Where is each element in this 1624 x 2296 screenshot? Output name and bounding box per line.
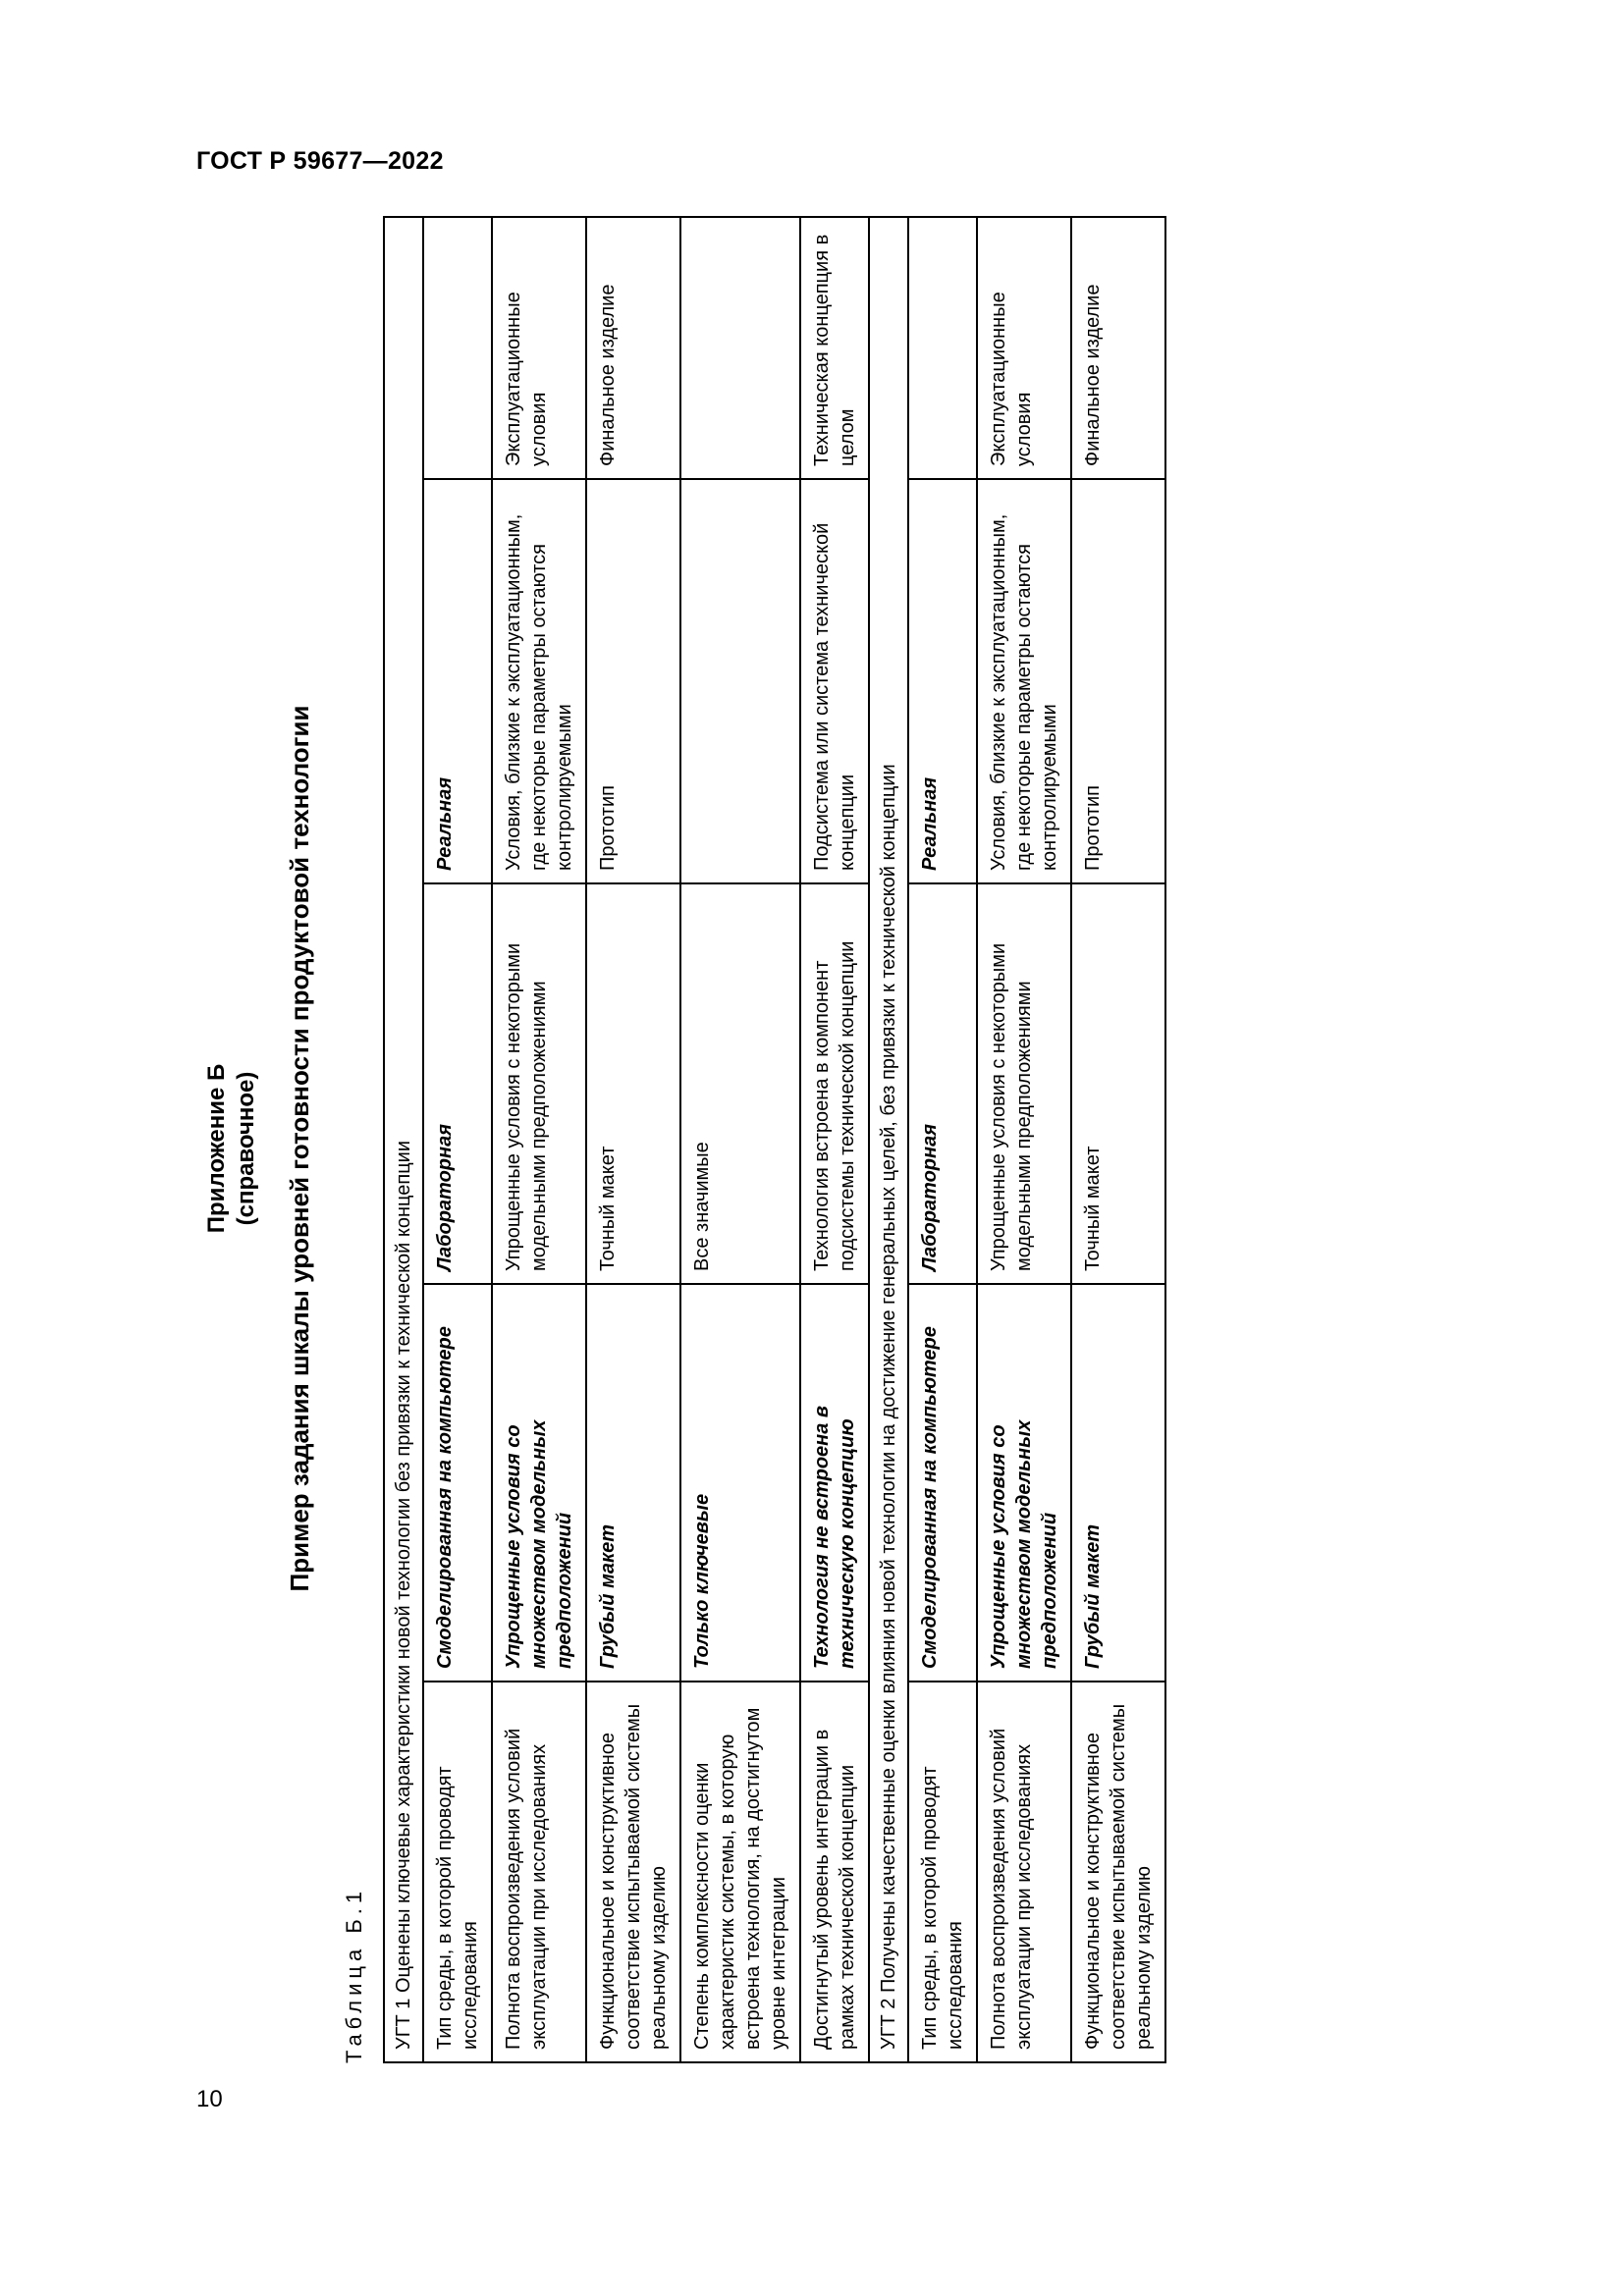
table-row <box>908 217 977 2062</box>
level-cell: Финальное изделие <box>1071 217 1165 479</box>
level-cell: Реальная <box>908 479 977 883</box>
level-cell <box>423 217 492 479</box>
section-title: УГТ 1 Оценены ключевые характеристики новой технологии без привязки к технической концепции <box>384 217 423 2062</box>
section-title: УГТ 2 Получены качественные оценки влияния новой технологии на достижение генеральных целей, без привязки к технической концепции <box>869 217 908 2062</box>
table-row <box>680 217 800 2062</box>
table-caption: Таблица Б.1 <box>342 1886 366 2063</box>
section-row <box>869 217 908 2062</box>
criterion-cell: Достигнутый уровень интеграции в рамках технической концепции <box>800 1682 869 2062</box>
document-header: ГОСТ Р 59677—2022 <box>196 147 444 175</box>
level-cell: Условия, близкие к эксплуатационным, где некоторые параметры остаются контролируемыми <box>492 479 586 883</box>
level-cell: Техническая концепция в целом <box>800 217 869 479</box>
criterion-cell: Полнота воспроизведения условий эксплуатации при исследованиях <box>492 1682 586 2062</box>
level-cell: Лабораторная <box>423 883 492 1284</box>
level-cell: Технология не встроена в техническую концепцию <box>800 1284 869 1682</box>
rotated-page-content <box>196 216 1502 2081</box>
appendix-type: (справочное) <box>233 1071 259 1226</box>
criterion-cell: Функциональное и конструктивное соответствие испытываемой системы реальному изделию <box>586 1682 680 2062</box>
level-cell: Упрощенные условия с некоторыми модельными предположениями <box>977 883 1071 1284</box>
level-cell <box>908 217 977 479</box>
table-row <box>800 217 869 2062</box>
level-cell: Прототип <box>586 479 680 883</box>
table-row <box>586 217 680 2062</box>
criterion-cell: Степень комплексности оценки характеристик системы, в которую встроена технология, на достигнутом уровне интеграции <box>680 1682 800 2062</box>
criterion-cell: Функциональное и конструктивное соответствие испытываемой системы реальному изделию <box>1071 1682 1165 2062</box>
criterion-cell: Полнота воспроизведения условий эксплуатации при исследованиях <box>977 1682 1071 2062</box>
table-row <box>423 217 492 2062</box>
level-cell <box>680 217 800 479</box>
readiness-scale-table <box>383 216 1166 2063</box>
level-cell: Прототип <box>1071 479 1165 883</box>
level-cell: Точный макет <box>586 883 680 1284</box>
rotated-inner <box>196 216 1502 2081</box>
level-cell: Смоделированная на компьютере <box>423 1284 492 1682</box>
level-cell: Упрощенные условия со множеством модельных предположений <box>492 1284 586 1682</box>
level-cell: Условия, близкие к эксплуатационным, где некоторые параметры остаются контролируемыми <box>977 479 1071 883</box>
level-cell: Эксплуатационные условия <box>492 217 586 479</box>
table-row <box>1071 217 1165 2062</box>
level-cell: Смоделированная на компьютере <box>908 1284 977 1682</box>
level-cell: Грубый макет <box>1071 1284 1165 1682</box>
level-cell: Лабораторная <box>908 883 977 1284</box>
appendix-title: Пример задания шкалы уровней готовности продуктовой технологии <box>285 705 314 1592</box>
level-cell: Эксплуатационные условия <box>977 217 1071 479</box>
level-cell: Технология встроена в компонент подсистемы технической концепции <box>800 883 869 1284</box>
level-cell: Подсистема или система технической концепции <box>800 479 869 883</box>
level-cell: Все значимые <box>680 883 800 1284</box>
level-cell: Реальная <box>423 479 492 883</box>
appendix-label: Приложение Б <box>203 1063 230 1234</box>
level-cell: Точный макет <box>1071 883 1165 1284</box>
section-row <box>384 217 423 2062</box>
level-cell: Упрощенные условия со множеством модельных предположений <box>977 1284 1071 1682</box>
level-cell: Финальное изделие <box>586 217 680 479</box>
page-number: 10 <box>196 2086 223 2112</box>
criterion-cell: Тип среды, в которой проводят исследования <box>908 1682 977 2062</box>
table-row <box>492 217 586 2062</box>
level-cell <box>680 479 800 883</box>
level-cell: Грубый макет <box>586 1284 680 1682</box>
level-cell: Только ключевые <box>680 1284 800 1682</box>
level-cell: Упрощенные условия с некоторыми модельными предположениями <box>492 883 586 1284</box>
table-row <box>977 217 1071 2062</box>
criterion-cell: Тип среды, в которой проводят исследования <box>423 1682 492 2062</box>
